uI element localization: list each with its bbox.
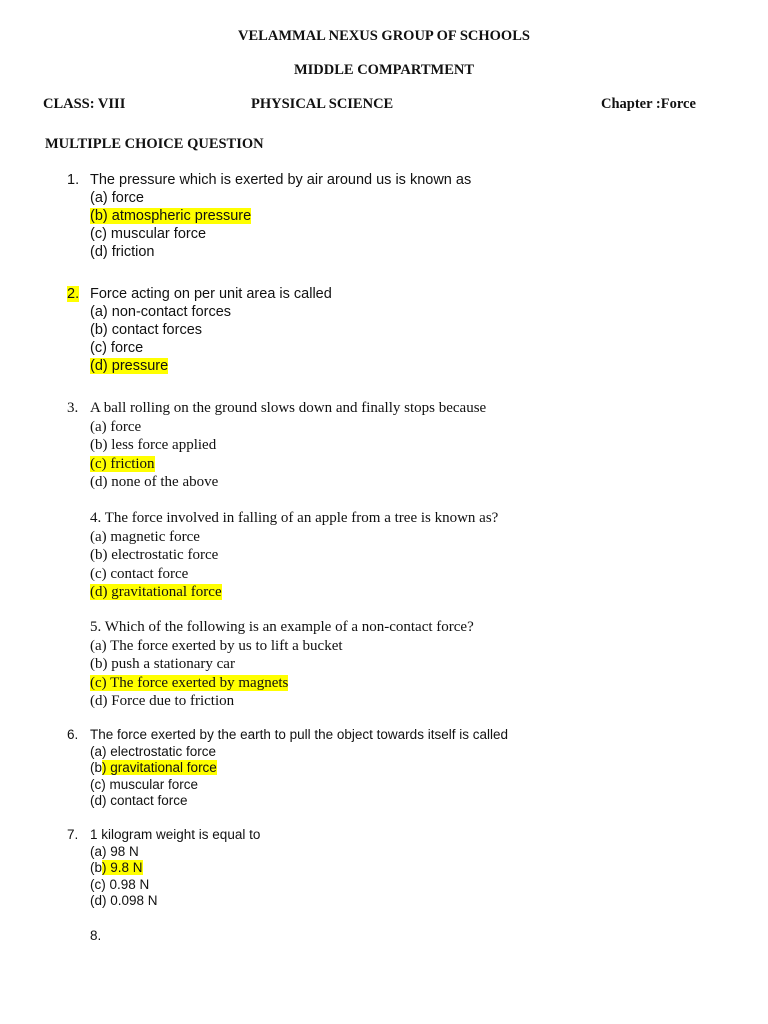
option-c: (c) 0.98 N xyxy=(90,876,150,892)
option-c: (c) force xyxy=(90,340,144,356)
option-a: (a) 98 N xyxy=(90,843,139,859)
option-c: (c) muscular force xyxy=(90,776,199,792)
section-title: MULTIPLE CHOICE QUESTION xyxy=(45,136,264,152)
question-7 xyxy=(90,827,260,910)
option-b: (b) push a stationary car xyxy=(90,656,235,672)
option-c-answer xyxy=(90,455,486,474)
subject-label: PHYSICAL SCIENCE xyxy=(251,96,394,112)
question-3-options xyxy=(90,418,486,492)
option-c: (c) muscular force xyxy=(90,226,207,242)
question-7-text: 1 kilogram weight is equal to xyxy=(90,827,261,842)
option-d: (d) none of the above xyxy=(90,474,219,490)
question-2-text: Force acting on per unit area is called xyxy=(90,286,332,302)
question-6-number: 6. xyxy=(67,727,79,742)
option-c-answer xyxy=(90,674,474,693)
question-6-options xyxy=(90,744,508,810)
option-b: (b) electrostatic force xyxy=(90,547,219,563)
option-a: (a) magnetic force xyxy=(90,528,200,545)
question-4-options xyxy=(90,528,498,602)
question-6-text: The force exerted by the earth to pull the object towards itself is called xyxy=(90,727,508,742)
question-4 xyxy=(90,509,498,602)
option-d-answer xyxy=(90,583,498,602)
class-label: CLASS: VIII xyxy=(43,96,126,112)
question-1 xyxy=(90,171,471,261)
option-b-prefix: (b xyxy=(90,760,103,775)
option-a: (a) electrostatic force xyxy=(90,743,217,759)
question-1-options xyxy=(90,189,471,261)
question-4-text: 4. The force involved in falling of an apple from a tree is known as? xyxy=(90,510,499,526)
option-d: (d) friction xyxy=(90,244,155,260)
question-5-text: 5. Which of the following is an example of a non-contact force? xyxy=(90,619,474,635)
question-7-number: 7. xyxy=(67,827,79,842)
option-b-answer xyxy=(90,760,508,777)
answer-highlight: ) gravitational force xyxy=(102,760,217,775)
option-b: (b) less force applied xyxy=(90,437,217,453)
option-d: (d) Force due to friction xyxy=(90,693,235,709)
option-d: (d) 0.098 N xyxy=(90,893,158,908)
compartment-title: MIDDLE COMPARTMENT xyxy=(293,62,475,78)
question-3 xyxy=(90,399,486,492)
question-5 xyxy=(90,618,474,711)
question-1-text: The pressure which is exerted by air around us is known as xyxy=(90,172,472,188)
option-b-prefix: (b xyxy=(90,860,103,875)
answer-highlight: ) 9.8 N xyxy=(102,860,143,875)
question-6 xyxy=(90,727,508,810)
option-d: (d) contact force xyxy=(90,793,188,808)
question-2-options xyxy=(90,303,332,375)
question-3-text: A ball rolling on the ground slows down and finally stops because xyxy=(90,400,487,416)
answer-highlight: (b) atmospheric pressure xyxy=(90,208,252,224)
question-5-options xyxy=(90,637,474,711)
option-b: (b) contact forces xyxy=(90,322,203,338)
answer-highlight: (d) gravitational force xyxy=(90,584,222,600)
question-8-number: 8. xyxy=(90,928,102,943)
option-c: (c) contact force xyxy=(90,565,189,582)
option-a: (a) The force exerted by us to lift a bucket xyxy=(90,637,343,654)
answer-highlight: (d) pressure xyxy=(90,358,169,374)
option-a: (a) non-contact forces xyxy=(90,304,232,320)
question-3-number: 3. xyxy=(67,400,79,416)
school-name: VELAMMAL NEXUS GROUP OF SCHOOLS xyxy=(238,28,530,44)
question-2-number xyxy=(67,285,79,303)
option-b-answer xyxy=(90,207,471,225)
number-highlight: 2. xyxy=(67,286,80,302)
option-d-answer xyxy=(90,357,332,375)
question-7-options xyxy=(90,844,260,910)
question-1-number: 1. xyxy=(67,172,80,188)
question-2 xyxy=(90,285,332,375)
answer-highlight: (c) friction xyxy=(90,455,155,472)
option-b-answer xyxy=(90,860,260,877)
chapter-label: Chapter :Force xyxy=(601,96,696,112)
option-a: (a) force xyxy=(90,418,142,435)
option-a: (a) force xyxy=(90,190,144,206)
answer-highlight: (c) The force exerted by magnets xyxy=(90,674,289,691)
